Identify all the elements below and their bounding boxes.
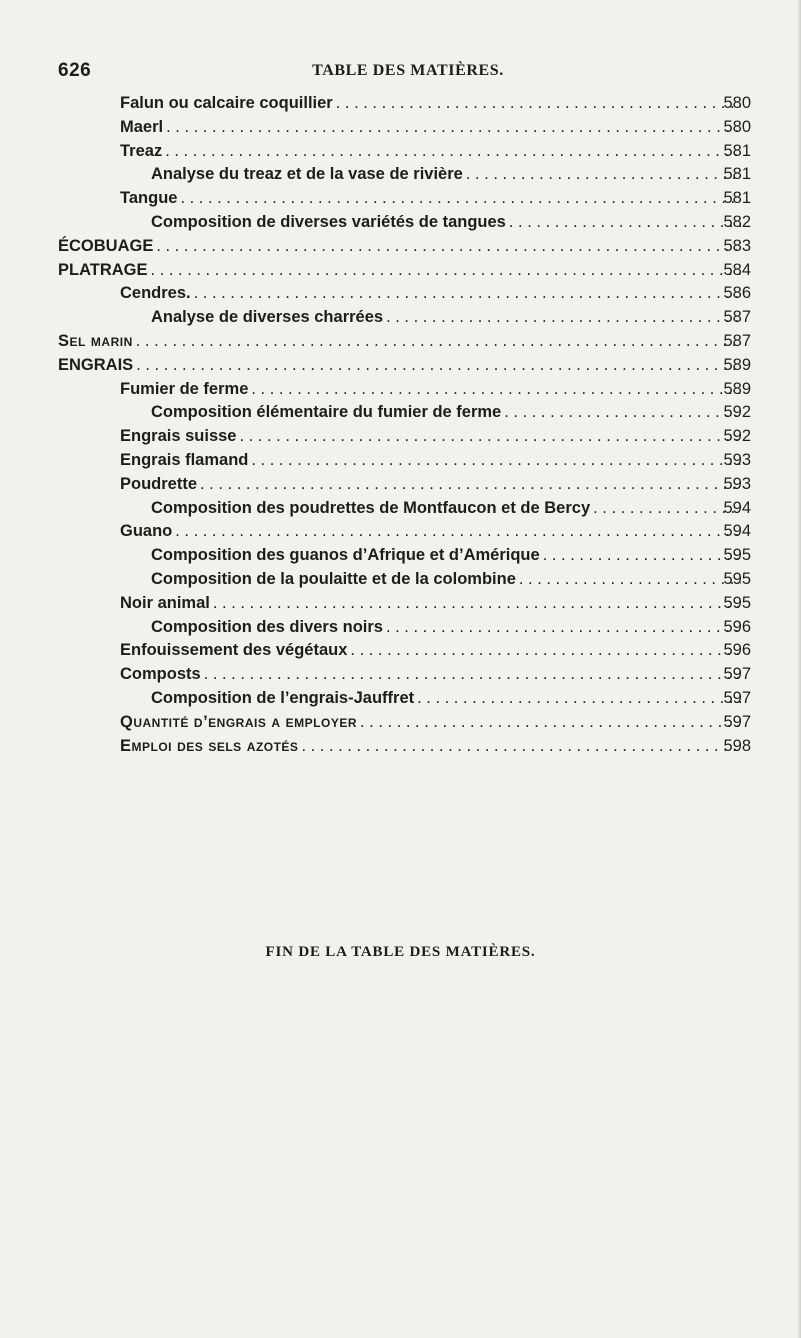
dot-leader — [151, 259, 741, 283]
toc-entry-title: Engrais suisse — [120, 425, 239, 449]
toc-entry-label-wrap — [58, 259, 741, 283]
toc-entry — [0, 116, 801, 140]
toc-entry — [0, 401, 801, 425]
toc-entry — [0, 425, 801, 449]
toc-entry-page: 589 — [723, 355, 751, 374]
toc-entry — [0, 235, 801, 259]
toc-entry-label-wrap — [120, 187, 741, 211]
toc-entry-label-wrap — [120, 639, 741, 663]
table-of-contents — [0, 92, 801, 758]
toc-entry-title: Guano — [120, 520, 175, 544]
toc-entry-title: Maerl — [120, 116, 166, 140]
toc-entry-title: Poudrette — [120, 473, 200, 497]
toc-entry-label-wrap — [120, 92, 741, 116]
toc-entry-page: 583 — [723, 236, 751, 255]
toc-entry-title: Analyse de diverses charrées — [151, 306, 386, 330]
toc-entry-page: 580 — [723, 117, 751, 136]
toc-entry-title: Emploi des sels azotés — [120, 735, 301, 759]
toc-entry-label-wrap — [120, 116, 741, 140]
toc-entry-label-wrap — [120, 520, 741, 544]
toc-entry-title: Tangue — [120, 187, 180, 211]
toc-entry-page: 598 — [723, 736, 751, 755]
toc-entry-title: PLATRAGE — [58, 259, 151, 283]
dot-leader — [204, 663, 741, 687]
toc-entry-label-wrap — [120, 735, 741, 759]
dot-leader — [336, 92, 741, 116]
dot-leader — [213, 592, 741, 616]
dot-leader — [360, 711, 741, 735]
toc-entry — [0, 354, 801, 378]
toc-entry-title: Composition élémentaire du fumier de ferme — [151, 401, 504, 425]
toc-entry-label-wrap — [151, 544, 741, 568]
dot-leader — [417, 687, 741, 711]
dot-leader — [466, 163, 741, 187]
toc-entry — [0, 211, 801, 235]
toc-entry-title: Enfouissement des végétaux — [120, 639, 350, 663]
dot-leader — [386, 616, 741, 640]
toc-entry-page: 593 — [723, 450, 751, 469]
toc-entry-label-wrap — [151, 616, 741, 640]
toc-entry — [0, 497, 801, 521]
toc-entry-title: Engrais flamand — [120, 449, 251, 473]
toc-entry — [0, 544, 801, 568]
end-note: FIN DE LA TABLE DES MATIÈRES. — [265, 944, 536, 960]
toc-entry-label-wrap — [120, 473, 741, 497]
toc-entry-page: 597 — [723, 665, 751, 684]
toc-entry-page: 593 — [723, 474, 751, 493]
toc-entry-page: 597 — [723, 712, 751, 731]
toc-entry-page: 584 — [723, 260, 751, 279]
toc-entry-page: 594 — [723, 498, 751, 517]
toc-entry-page: 595 — [723, 569, 751, 588]
toc-entry-page: 581 — [723, 141, 751, 160]
toc-entry-title: Composition des guanos d’Afrique et d’Amérique — [151, 544, 543, 568]
toc-entry-page: 586 — [723, 284, 751, 303]
toc-entry-title: ÉCOBUAGE — [58, 235, 156, 259]
toc-entry — [0, 306, 801, 330]
toc-entry-title: Noir animal — [120, 592, 213, 616]
toc-entry-label-wrap — [151, 306, 741, 330]
toc-entry-page: 596 — [723, 617, 751, 636]
running-head — [58, 60, 758, 88]
toc-entry — [0, 639, 801, 663]
page-number: 626 — [58, 60, 92, 81]
toc-entry-page: 587 — [723, 308, 751, 327]
toc-entry-page: 587 — [723, 331, 751, 350]
toc-entry-label-wrap — [120, 711, 741, 735]
toc-entry-title: Sel marin — [58, 330, 136, 354]
toc-entry-title: Composition de diverses variétés de tangues — [151, 211, 509, 235]
toc-entry — [0, 163, 801, 187]
toc-entry-page: 581 — [723, 189, 751, 208]
dot-leader — [251, 378, 741, 402]
page-edge-shadow — [797, 0, 801, 1338]
toc-entry-title: Composition des poudrettes de Montfaucon et de Bercy — [151, 497, 593, 521]
dot-leader — [200, 473, 741, 497]
toc-entry-label-wrap — [58, 330, 741, 354]
dot-leader — [350, 639, 741, 663]
dot-leader — [386, 306, 741, 330]
toc-entry-title: ENGRAIS — [58, 354, 136, 378]
dot-leader — [251, 449, 741, 473]
toc-entry-label-wrap — [151, 211, 741, 235]
toc-entry-label-wrap — [151, 401, 741, 425]
toc-entry-page: 595 — [723, 593, 751, 612]
toc-entry-title: Treaz — [120, 140, 165, 164]
dot-leader — [301, 735, 741, 759]
toc-entry-page: 582 — [723, 212, 751, 231]
toc-entry-page: 595 — [723, 546, 751, 565]
toc-entry-page: 592 — [723, 427, 751, 446]
page-title: TABLE DES MATIÈRES. — [312, 62, 504, 79]
dot-leader — [165, 140, 741, 164]
toc-entry-page: 581 — [723, 165, 751, 184]
toc-entry — [0, 282, 801, 306]
toc-entry — [0, 711, 801, 735]
dot-leader — [194, 282, 741, 306]
dot-leader — [156, 235, 741, 259]
toc-entry — [0, 92, 801, 116]
toc-entry-title: Quantité d’engrais a employer — [120, 711, 360, 735]
toc-entry-title: Fumier de ferme — [120, 378, 251, 402]
toc-entry-label-wrap — [120, 425, 741, 449]
toc-entry-label-wrap — [151, 163, 741, 187]
toc-entry — [0, 687, 801, 711]
toc-entry-title: Composition de l’engrais-Jauffret — [151, 687, 417, 711]
toc-entry-page: 597 — [723, 688, 751, 707]
toc-entry — [0, 735, 801, 759]
dot-leader — [175, 520, 741, 544]
toc-entry-label-wrap — [151, 687, 741, 711]
toc-entry — [0, 449, 801, 473]
toc-entry-title: Cendres. — [120, 282, 194, 306]
toc-entry-label-wrap — [120, 663, 741, 687]
toc-entry-page: 596 — [723, 641, 751, 660]
dot-leader — [180, 187, 741, 211]
toc-entry — [0, 473, 801, 497]
toc-entry-label-wrap — [120, 592, 741, 616]
toc-entry-label-wrap — [58, 235, 741, 259]
toc-entry — [0, 187, 801, 211]
toc-entry — [0, 140, 801, 164]
toc-entry-label-wrap — [151, 497, 741, 521]
toc-entry-title: Composition de la poulaitte et de la colombine — [151, 568, 519, 592]
toc-entry — [0, 616, 801, 640]
toc-entry-label-wrap — [120, 378, 741, 402]
toc-entry — [0, 663, 801, 687]
toc-entry-title: Analyse du treaz et de la vase de rivière — [151, 163, 466, 187]
toc-entry-page: 580 — [723, 94, 751, 112]
toc-entry-page: 592 — [723, 403, 751, 422]
toc-entry-label-wrap — [120, 282, 741, 306]
toc-entry-label-wrap — [58, 354, 741, 378]
dot-leader — [239, 425, 741, 449]
toc-entry-title: Composition des divers noirs — [151, 616, 386, 640]
toc-entry-page: 589 — [723, 379, 751, 398]
toc-entry-title: Composts — [120, 663, 204, 687]
toc-entry — [0, 378, 801, 402]
toc-entry — [0, 520, 801, 544]
dot-leader — [166, 116, 741, 140]
toc-entry — [0, 259, 801, 283]
dot-leader — [136, 330, 741, 354]
dot-leader — [136, 354, 741, 378]
toc-entry — [0, 568, 801, 592]
toc-entry — [0, 592, 801, 616]
toc-entry-page: 594 — [723, 522, 751, 541]
toc-entry-label-wrap — [151, 568, 741, 592]
toc-entry-label-wrap — [120, 140, 741, 164]
toc-entry-label-wrap — [120, 449, 741, 473]
toc-entry-title: Falun ou calcaire coquillier — [120, 92, 336, 116]
toc-entry — [0, 330, 801, 354]
